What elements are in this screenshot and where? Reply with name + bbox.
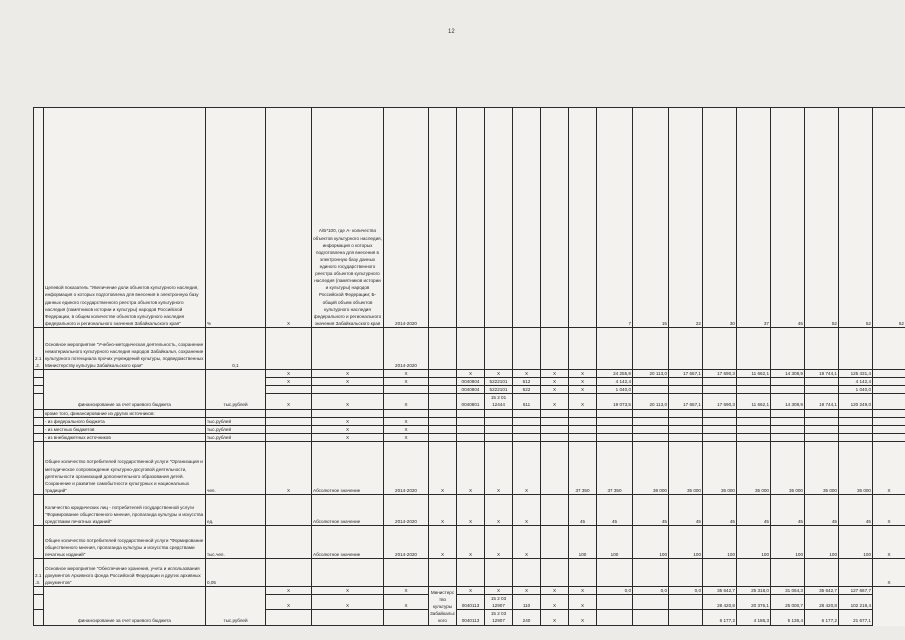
cell — [737, 386, 771, 394]
cell: 0,0 — [633, 586, 669, 594]
cell: 127 667,7 — [839, 586, 873, 594]
cell: 20 113,0 — [633, 394, 669, 409]
measure-period: 2014-2020 — [384, 328, 429, 370]
cell: 0040804 — [457, 378, 485, 386]
indicator-value: 100 — [737, 525, 771, 558]
cell: 17 690,3 — [703, 370, 737, 378]
cell — [597, 610, 633, 625]
financing-label: финансирование за счет краевого бюджета — [44, 370, 206, 410]
indicator-row — [34, 525, 905, 558]
cell: 1 040,0 — [597, 386, 633, 394]
cell: X — [429, 441, 457, 494]
indicator-value: 45 — [569, 494, 597, 525]
cell: X — [457, 370, 485, 378]
indicator-unit: тыс.чел. — [206, 525, 266, 558]
indicator-value: 45 — [771, 108, 805, 328]
cell — [633, 386, 669, 394]
indicator-value: 35 000 — [703, 441, 737, 494]
other-source-name: - из федерального бюджета — [44, 417, 206, 425]
cell: X — [513, 370, 541, 378]
cell: X — [513, 441, 541, 494]
cell — [312, 610, 384, 625]
cell — [703, 378, 737, 386]
cell: X — [312, 417, 384, 425]
cell: X — [541, 386, 569, 394]
cell: X — [457, 525, 485, 558]
indicator-formula: А/Б*100, где А- количество объектов культурного наследия, информация о которых подготовлена для внесения в электронную базу данных единого государственного реестра объектов культурного наследия (памятников истории и культуры) народов Российской Федерации; Б-общий объем объектов культурного наследия федерального и регионального значения Забайкальского края — [312, 108, 384, 328]
cell: X — [384, 586, 429, 594]
cell: X — [457, 441, 485, 494]
cell: 17 657,1 — [669, 394, 703, 409]
cell: X — [513, 525, 541, 558]
indicator-value: 7 — [597, 108, 633, 328]
cell: X — [513, 494, 541, 525]
cell: X — [485, 370, 513, 378]
cell: 6 177,2 — [703, 610, 737, 625]
indicator-value: 100 — [569, 525, 597, 558]
cell — [669, 595, 703, 610]
indicator-value: 45 — [805, 494, 839, 525]
cell — [703, 386, 737, 394]
cell: X — [541, 610, 569, 625]
indicator-row — [34, 108, 905, 328]
indicator-value: X — [873, 525, 905, 558]
cell: 6 177,2 — [805, 610, 839, 625]
indicator-value: 35 000 — [839, 441, 873, 494]
indicator-value: 30 — [703, 108, 737, 328]
indicator-value: 100 — [633, 525, 669, 558]
indicator-weight: X — [266, 108, 312, 328]
measure-name: Основное мероприятие "Учебно-методическая деятельность, сохранение нематериального культурного наследия народов Забайкалья, сохранение культурного потенциала прочих учреждений культуры, подведомственных Министерству культуры Забайкальского края" — [44, 328, 206, 370]
cell: 1 040,0 — [839, 386, 873, 394]
cell: X — [384, 370, 429, 378]
page-number: 12 — [448, 29, 455, 35]
indicator-value: 45 — [737, 494, 771, 525]
indicator-value: 45 — [633, 494, 669, 525]
cell: 19 744,1 — [805, 394, 839, 409]
indicator-value: 35 000 — [771, 441, 805, 494]
cell: X — [541, 394, 569, 409]
indicator-value: 37 350 — [569, 441, 597, 494]
other-source-unit: тыс.рублей — [206, 417, 266, 425]
cell — [384, 386, 429, 394]
cell: 612 — [513, 378, 541, 386]
cell: X — [569, 586, 597, 594]
cell: 120 249,0 — [839, 394, 873, 409]
cell: X — [312, 378, 384, 386]
cell: 0,0 — [597, 586, 633, 594]
cell: X — [541, 595, 569, 610]
cell: X — [266, 394, 312, 409]
cell: 25 000,7 — [771, 595, 805, 610]
measure-row — [34, 328, 905, 370]
cell: X — [384, 378, 429, 386]
cell: X — [569, 370, 597, 378]
cell — [597, 595, 633, 610]
cell: 15 2 01 12444 — [485, 394, 513, 409]
cell: X — [312, 394, 384, 409]
indicator-value: 22 — [669, 108, 703, 328]
cell: X — [541, 586, 569, 594]
financing-unit: тыс.рублей — [206, 586, 266, 625]
cell: X — [485, 494, 513, 525]
cell: X — [485, 525, 513, 558]
cell: 5222101 — [485, 378, 513, 386]
cell: X — [429, 525, 457, 558]
cell: X — [312, 370, 384, 378]
cell — [384, 610, 429, 625]
measure-code: 2.1.3. — [34, 558, 44, 586]
cell: X — [569, 394, 597, 409]
cell: 20 113,0 — [633, 370, 669, 378]
indicator-value: 100 — [839, 525, 873, 558]
program-table — [33, 107, 905, 626]
cell: 11 662,1 — [737, 370, 771, 378]
cell: X — [266, 595, 312, 610]
cell: X — [569, 595, 597, 610]
cell: 611 — [513, 394, 541, 409]
cell: 15 2 03 12907 — [485, 610, 513, 625]
cell: X — [569, 378, 597, 386]
cell: 0040113 — [457, 595, 485, 610]
indicator-value: 38 000 — [633, 441, 669, 494]
cell: 19 073,5 — [597, 394, 633, 409]
indicator-name: Количество юридических лиц - потребителей государственной услуги "Формирование общественного мнения, пропаганда культуры и искусства средствами печатных изданий" — [44, 494, 206, 525]
cell: 5 136,4 — [771, 610, 805, 625]
cell: 19 744,1 — [805, 370, 839, 378]
measure-code: 2.1.2. — [34, 328, 44, 370]
cell: 17 690,3 — [703, 394, 737, 409]
cell: 15 2 03 12907 — [485, 595, 513, 610]
cell: 4 142,4 — [839, 378, 873, 386]
financing-label: финансирование за счет краевого бюджета — [44, 586, 206, 625]
other-source-name: - из местных бюджетов — [44, 425, 206, 433]
cell — [633, 610, 669, 625]
indicator-weight: X — [266, 441, 312, 494]
indicator-period: 2014-2020 — [384, 108, 429, 328]
indicator-formula: Абсолютное значение — [312, 494, 384, 525]
other-sources-label: кроме того, финансирование из других источников: — [44, 409, 206, 417]
indicator-value: X — [873, 441, 905, 494]
indicator-unit: % — [206, 108, 266, 328]
cell: 4 142,4 — [597, 378, 633, 386]
cell: 102 218,4 — [839, 595, 873, 610]
cell — [669, 386, 703, 394]
cell: X — [384, 433, 429, 441]
indicator-value: 45 — [703, 494, 737, 525]
other-sources-header — [34, 409, 905, 417]
other-source-unit: тыс.рублей — [206, 425, 266, 433]
cell: 14 308,9 — [771, 370, 805, 378]
indicator-name: Целевой показатель "Увеличение доли объектов культурного наследия, информация о которых подготовлена для внесения в электронную базу данных единого государственного реестра объектов культурного наследия (памятников истории и культуры) народов Российской Федерации, в общем количестве объектов культурного наследия федерального и регионального значения Забайкальского края" — [44, 108, 206, 328]
indicator-value: 100 — [597, 525, 633, 558]
other-source-row — [34, 425, 905, 433]
indicator-value: 37 — [737, 108, 771, 328]
other-source-name: - из внебюджетных источников — [44, 433, 206, 441]
indicator-value: 15 — [633, 108, 669, 328]
financing-row — [34, 586, 905, 594]
indicator-value: 100 — [669, 525, 703, 558]
cell: 28 420,8 — [805, 595, 839, 610]
indicator-name: Общее количество потребителей государственной услуги "Организация и методическое сопровождение культурно-досуговой деятельности, деятельности организаций дополнительного образования детей. Сохранение и развитие самобытности культурных и национальных традиций" — [44, 441, 206, 494]
indicator-value: X — [873, 494, 905, 525]
cell: X — [873, 558, 905, 586]
indicator-period: 2014-2020 — [384, 494, 429, 525]
cell: 0040801 — [457, 394, 485, 409]
cell — [669, 610, 703, 625]
cell: X — [266, 586, 312, 594]
cell: X — [384, 417, 429, 425]
measure-weight: 0,05 — [206, 558, 266, 586]
cell: X — [312, 586, 384, 594]
other-source-unit: тыс.рублей — [206, 433, 266, 441]
cell: X — [513, 586, 541, 594]
financing-unit: тыс.рублей — [206, 370, 266, 410]
cell: 24 255,9 — [597, 370, 633, 378]
cell: 28 420,8 — [703, 595, 737, 610]
cell — [266, 610, 312, 625]
cell — [805, 386, 839, 394]
cell: 11 662,1 — [737, 394, 771, 409]
cell: 25 318,0 — [737, 586, 771, 594]
cell — [737, 378, 771, 386]
cell: 0040804 — [457, 386, 485, 394]
cell: 622 — [513, 386, 541, 394]
cell: X — [541, 370, 569, 378]
indicator-value: 52 — [873, 108, 905, 328]
cell: 35 642,7 — [703, 586, 737, 594]
cell: 35 642,7 — [805, 586, 839, 594]
cell — [805, 378, 839, 386]
indicator-row — [34, 441, 905, 494]
cell: X — [485, 586, 513, 594]
cell: 5222101 — [485, 386, 513, 394]
measure-row — [34, 558, 905, 586]
cell: 20 376,1 — [737, 595, 771, 610]
indicator-name: Общее количество потребителей государственной услуги "Формирование общественного мнения, пропаганда культуры и искусства средствами печатных изданий" — [44, 525, 206, 558]
indicator-unit: чел. — [206, 441, 266, 494]
cell: 0,0 — [669, 586, 703, 594]
other-source-row — [34, 417, 905, 425]
measure-name: Основное мероприятие "Обеспечение хранения, учета и использования документов Архивного фонда Российской Федерации и других архивных документов" — [44, 558, 206, 586]
cell: X — [429, 494, 457, 525]
cell: X — [541, 378, 569, 386]
indicator-value: 45 — [669, 494, 703, 525]
cell: X — [266, 378, 312, 386]
indicator-row — [34, 494, 905, 525]
indicator-unit: ед. — [206, 494, 266, 525]
cell: X — [266, 370, 312, 378]
measure-weight: 0,1 — [206, 328, 266, 370]
cell: X — [312, 433, 384, 441]
indicator-value: 52 — [805, 108, 839, 328]
indicator-value: 35 000 — [805, 441, 839, 494]
indicator-period: 2014-2020 — [384, 441, 429, 494]
indicator-value: 100 — [805, 525, 839, 558]
indicator-formula: Абсолютное значение — [312, 441, 384, 494]
cell: X — [485, 441, 513, 494]
cell: 14 308,9 — [771, 394, 805, 409]
cell — [633, 595, 669, 610]
cell: X — [384, 595, 429, 610]
indicator-value: 45 — [597, 494, 633, 525]
cell: X — [569, 386, 597, 394]
cell: 21 677,1 — [839, 610, 873, 625]
indicator-value: 100 — [703, 525, 737, 558]
cell — [771, 386, 805, 394]
indicator-value: 45 — [839, 494, 873, 525]
cell: 110 — [513, 595, 541, 610]
cell: 125 431,4 — [839, 370, 873, 378]
cell: X — [312, 425, 384, 433]
cell: X — [312, 595, 384, 610]
indicator-value: 35 000 — [737, 441, 771, 494]
cell: X — [384, 394, 429, 409]
indicator-value: 37 350 — [597, 441, 633, 494]
cell: 31 064,3 — [771, 586, 805, 594]
cell — [312, 386, 384, 394]
indicator-value: 100 — [771, 525, 805, 558]
executor: Министерство культуры Забайкальского — [429, 586, 457, 625]
other-source-row — [34, 433, 905, 441]
financing-row — [34, 370, 905, 378]
cell: X — [384, 425, 429, 433]
cell: 4 186,3 — [737, 610, 771, 625]
cell: 240 — [513, 610, 541, 625]
indicator-formula: Абсолютное значение — [312, 525, 384, 558]
indicator-value: 52 — [839, 108, 873, 328]
cell: 17 657,1 — [669, 370, 703, 378]
cell: X — [457, 494, 485, 525]
cell — [771, 378, 805, 386]
cell: X — [569, 610, 597, 625]
cell — [633, 378, 669, 386]
indicator-value: 35 000 — [669, 441, 703, 494]
indicator-period: 2014-2020 — [384, 525, 429, 558]
cell: 0040113 — [457, 610, 485, 625]
cell: X — [457, 586, 485, 594]
cell — [669, 378, 703, 386]
cell — [266, 386, 312, 394]
indicator-value: 45 — [771, 494, 805, 525]
